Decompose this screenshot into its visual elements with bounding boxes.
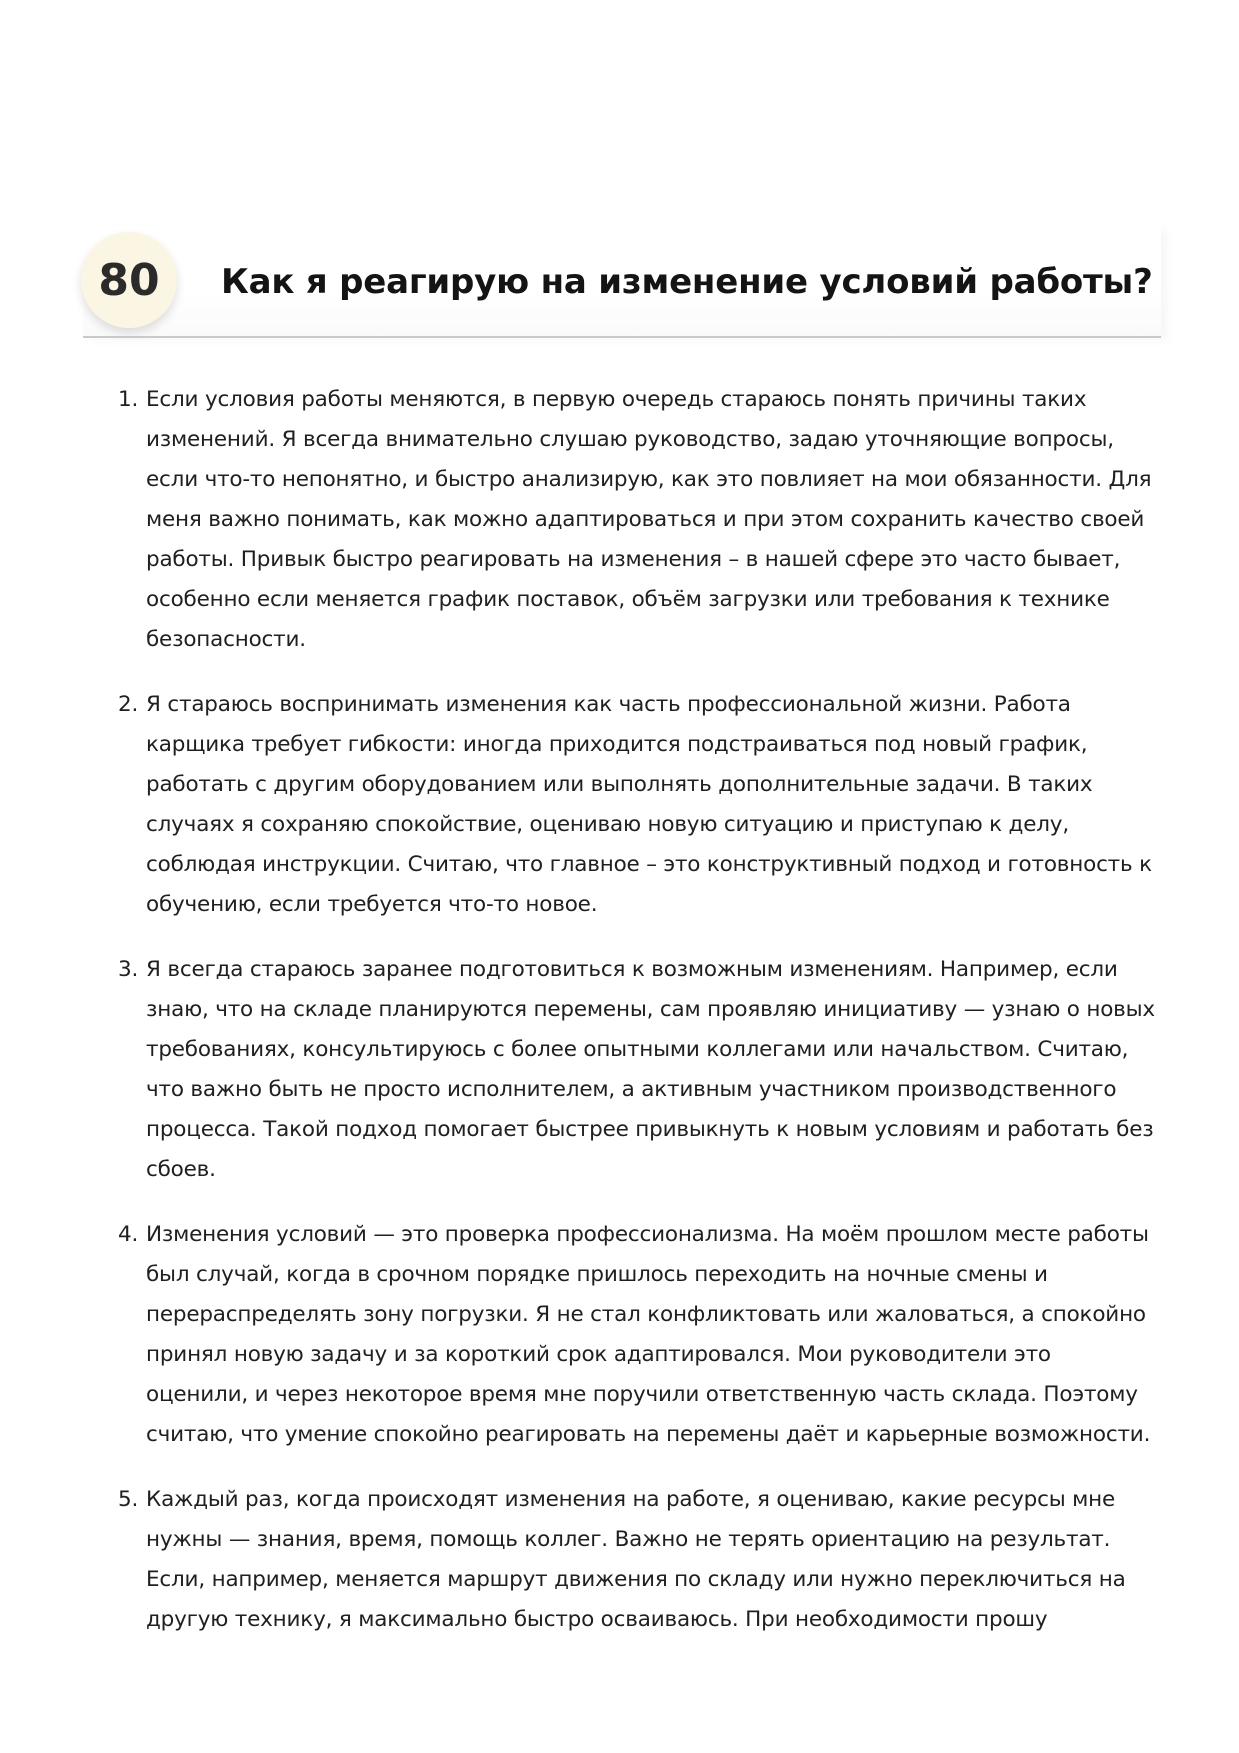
answer-number: 2. — [118, 692, 139, 717]
question-header — [83, 226, 1161, 338]
answer-text: Я стараюсь воспринимать изменения как часть профессиональной жизни. Работа карщика требует гибкости: иногда приходится подстраиваться под новый график, работать с другим оборудованием или выполнять дополнительные задачи. В таких случаях я сохраняю спокойствие, оцениваю новую ситуацию и приступаю к делу, соблюдая инструкции. Считаю, что главное – это конструктивный подход и готовность к обучению, если требуется что-то новое. — [146, 692, 1152, 917]
answer-text: Я всегда стараюсь заранее подготовиться к возможным изменениям. Например, если знаю, что на складе планируются перемены, сам проявляю инициативу — узнаю о новых требованиях, консультируюсь с более опытными коллегами или начальством. Считаю, что важно быть не просто исполнителем, а активным участником производственного процесса. Такой подход помогает быстрее привыкнуть к новым условиям и работать без сбоев. — [146, 957, 1155, 1182]
answer-number: 5. — [118, 1487, 139, 1512]
answer-item — [118, 950, 1158, 1190]
answer-text: Изменения условий — это проверка профессионализма. На моём прошлом месте работы был случай, когда в срочном порядке пришлось переходить на ночные смены и перераспределять зону погрузки. Я не стал конфликтовать или жаловаться, а спокойно принял новую задачу и за короткий срок адаптировался. Мои руководители это оценили, и через некоторое время мне поручили ответственную часть склада. Поэтому считаю, что умение спокойно реагировать на перемены даёт и карьерные возможности. — [146, 1222, 1151, 1447]
answer-text: Если условия работы меняются, в первую очередь стараюсь понять причины таких изменений. Я всегда внимательно слушаю руководство, задаю уточняющие вопросы, если что-то непонятно, и быстро анализирую, как это повлияет на мои обязанности. Для меня важно понимать, как можно адаптироваться и при этом сохранить качество своей работы. Привык быстро реагировать на изменения – в нашей сфере это часто бывает, особенно если меняется график поставок, объём загрузки или требования к технике безопасности. — [146, 387, 1152, 652]
question-number-badge: 80 — [81, 232, 177, 328]
answer-item — [118, 1480, 1158, 1640]
answer-number: 1. — [118, 387, 139, 412]
answer-number: 4. — [118, 1222, 139, 1247]
answer-number: 3. — [118, 957, 139, 982]
answer-item — [118, 1215, 1158, 1455]
question-title: Как я реагирую на изменение условий работы? — [221, 262, 1153, 302]
answer-item — [118, 685, 1158, 925]
header-divider — [83, 336, 1161, 338]
answer-list — [118, 380, 1158, 1665]
answer-item — [118, 380, 1158, 660]
answer-text: Каждый раз, когда происходят изменения на работе, я оцениваю, какие ресурсы мне нужны — знания, время, помощь коллег. Важно не терять ориентацию на результат. Если, например, меняется маршрут движения по складу или нужно переключиться на другую технику, я максимально быстро осваиваюсь. При необходимости прошу — [146, 1487, 1126, 1632]
